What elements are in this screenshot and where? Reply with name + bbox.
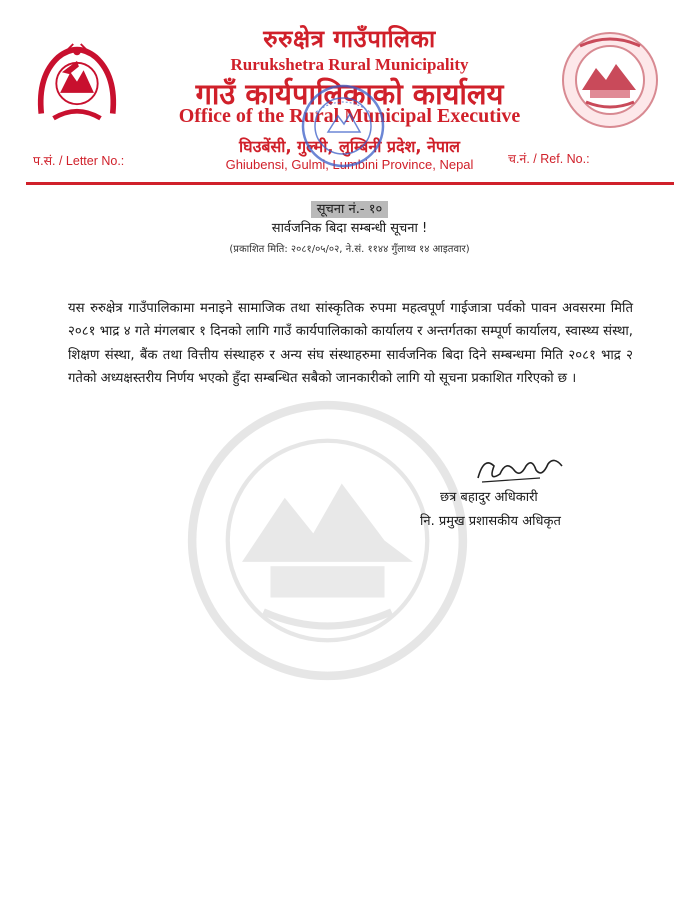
letter-number-label: प.सं. / Letter No.: xyxy=(33,154,125,168)
municipality-watermark-icon xyxy=(185,398,470,683)
published-date: (प्रकाशित मिति: २०८१/०५/०२, ने.सं. ११४४ गुँलाथ्व १४ आइतवार) xyxy=(229,244,470,255)
signer-title: नि. प्रमुख प्रशासकीय अधिकृत xyxy=(420,514,561,529)
notice-paragraph: यस रुरुक्षेत्र गाउँपालिकामा मनाइने सामाजिक तथा सांस्कृतिक रुपमा महत्वपूर्ण गाईजात्रा पर्वको पावन अवसरमा मिति २०८१ भाद्र ४ गते मंगलबार १ दिनको लागि गाउँ कार्यपालिकाको कार्यालय र अन्तर्गतका सम्पूर्ण कार्यालय, स्वास्थ्य संस्था, शिक्षण संस्था, बैंक तथा वित्तीय संस्थाहरु र अन्य संघ संस्थाहरुमा सार्वजनिक बिदा दिने सम्बन्धमा मिति २०८१ भाद्र २ गतेको अध्यक्षस्तरीय निर्णय भएको हुँदा सम्बन्धित सबैको जानकारीको लागि यो सूचना प्रकाशित गरिएको छ । xyxy=(68,301,633,387)
municipality-name-nepali: रुरुक्षेत्र गाउँपालिका xyxy=(263,25,436,53)
signer-name: छत्र बहादुर अधिकारी xyxy=(440,490,538,505)
notice-number: सूचना नं.- १० xyxy=(0,199,699,217)
municipality-name-english: Rurukshetra Rural Municipality xyxy=(230,55,469,74)
office-name-nepali: गाउँ कार्यपालिकाको कार्यालय xyxy=(195,77,504,111)
handwritten-signature xyxy=(470,448,570,490)
header-divider xyxy=(26,182,674,185)
office-name-english: Office of the Rural Municipal Executive xyxy=(178,105,521,127)
address-nepali: घिउबेंसी, गुल्मी, लुम्बिनी प्रदेश, नेपाल xyxy=(238,137,460,156)
office-stamp-icon xyxy=(298,82,388,170)
notice-body xyxy=(68,297,633,391)
address-english: Ghiubensi, Gulmi, Lumbini Province, Nepal xyxy=(225,157,474,172)
reference-number-label: च.नं. / Ref. No.: xyxy=(508,152,590,166)
notice-title: सार्वजनिक बिदा सम्बन्धी सूचना ! xyxy=(271,221,428,236)
